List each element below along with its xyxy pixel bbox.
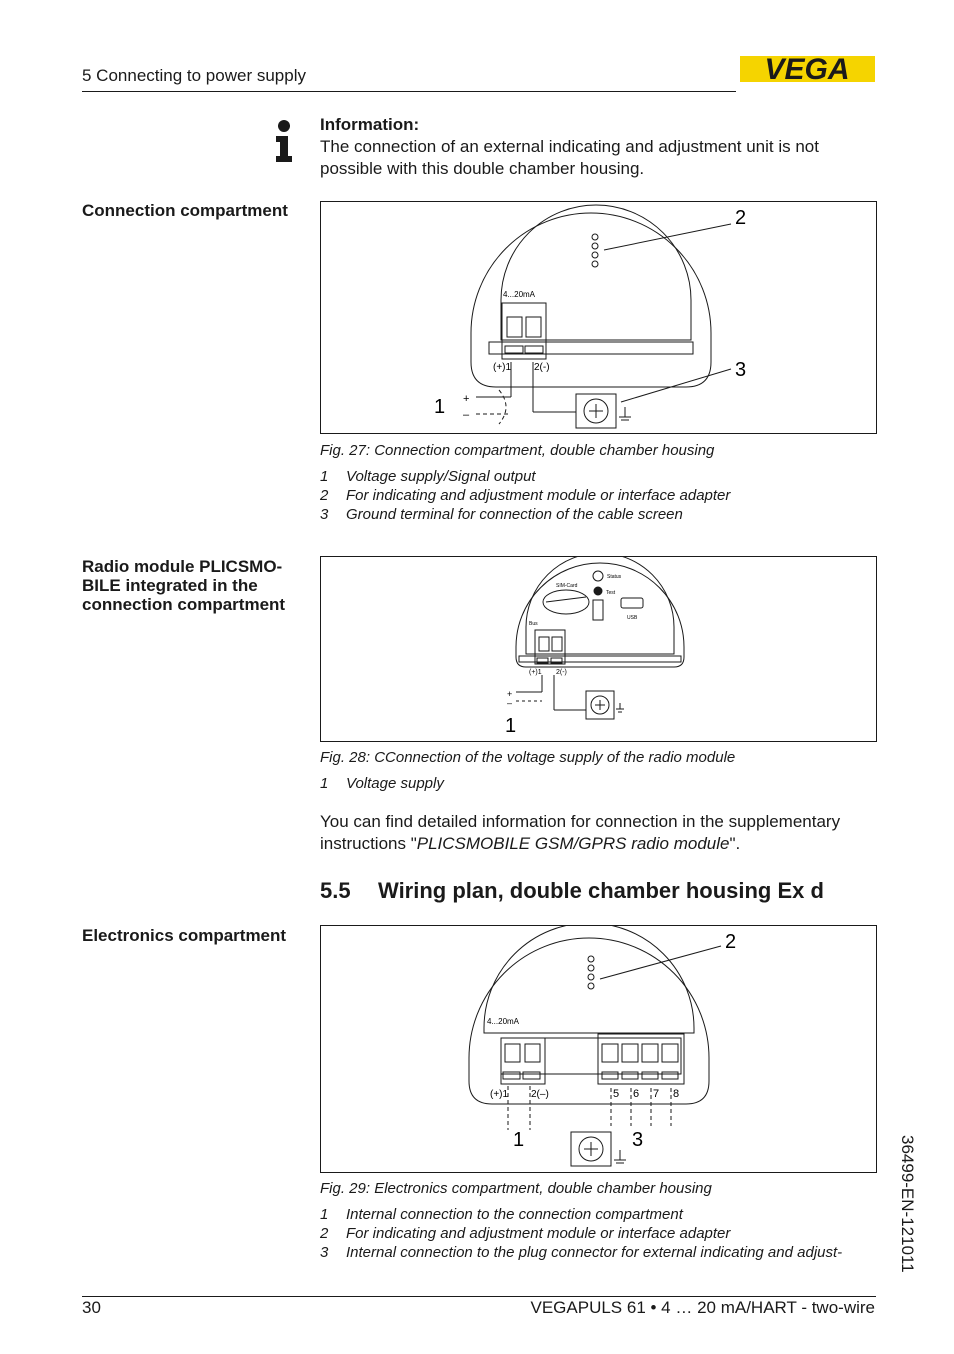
section-heading — [320, 878, 824, 904]
fig28-test: Test — [606, 590, 616, 596]
legend-item: 2 For indicating and adjustment module or interface adapter — [320, 487, 731, 504]
section-label-connection: Connection compartment — [82, 201, 288, 220]
fig28-callout-1: 1 — [505, 715, 517, 737]
figure-28 — [320, 556, 877, 742]
fig27-callout-2: 2 — [735, 207, 747, 229]
section-label-electronics: Electronics compartment — [82, 926, 287, 945]
fig29-term-5: 5 — [613, 1088, 620, 1100]
legend-item: 3 Ground terminal for connection of the cable screen — [320, 506, 683, 523]
body-paragraph: You can find detailed information for connection in the supplementary instructions "PLICSMOBILE GSM/GPRS radio module". — [320, 812, 841, 853]
fig28-plus: + — [507, 689, 513, 699]
paragraph-italic: PLICSMOBILE GSM/GPRS radio module — [416, 834, 730, 853]
info-icon — [273, 118, 295, 164]
legend-item: 2 For indicating and adjustment module or interface adapter — [320, 1225, 731, 1242]
running-header: 5 Connecting to power supply — [82, 66, 306, 85]
logo-text: VEGA — [764, 53, 850, 86]
fig28-status: Status — [607, 574, 622, 580]
fig29-term-7: 7 — [653, 1088, 660, 1100]
fig28-legend — [320, 775, 444, 794]
figure-29 — [320, 925, 877, 1173]
vega-logo — [740, 48, 875, 88]
fig29-callout-2: 2 — [725, 931, 737, 953]
figure-27 — [320, 201, 877, 434]
fig27-caption: Fig. 27: Connection compartment, double chamber housing — [320, 442, 715, 459]
fig28-sim: SIM-Card — [556, 583, 578, 589]
fig28-caption: Fig. 28: CConnection of the voltage supply of the radio module — [320, 749, 736, 766]
heading-number: 5.5 — [320, 878, 351, 903]
section-label-radio: Radio module PLICSMO-BILE integrated in the connection compartment — [82, 557, 286, 614]
fig27-term2: 2(-) — [534, 362, 550, 373]
fig27-callout-1: 1 — [434, 396, 446, 418]
fig27-callout-3: 3 — [735, 359, 747, 381]
footer-rule — [82, 1296, 876, 1297]
legend-item: 3 Internal connection to the plug connector for external indicating and adjust- — [320, 1244, 843, 1261]
page-number: 30 — [82, 1298, 101, 1317]
fig29-term2: 2(–) — [531, 1089, 549, 1100]
fig29-term1: (+)1 — [490, 1089, 509, 1100]
legend-item: 1 Internal connection to the connection compartment — [320, 1206, 683, 1223]
fig29-term-6: 6 — [633, 1088, 640, 1100]
fig29-callout-3: 3 — [632, 1129, 644, 1151]
fig28-minus: – — [507, 698, 513, 708]
fig29-callout-1: 1 — [513, 1129, 525, 1151]
fig29-term-8: 8 — [673, 1088, 680, 1100]
fig29-caption: Fig. 29: Electronics compartment, double chamber housing — [320, 1180, 712, 1197]
fig28-term2: 2(-) — [556, 669, 567, 676]
info-title: Information: — [320, 115, 420, 134]
fig29-ma-label: 4...20mA — [487, 1017, 520, 1026]
fig27-plus: + — [463, 393, 470, 405]
fig28-bus: Bus — [529, 621, 538, 627]
info-text: The connection of an external indicating and adjustment unit is not possible with this double chamber housing. — [320, 137, 819, 178]
fig27-legend — [320, 468, 730, 525]
fig28-term1: (+)1 — [529, 669, 542, 676]
legend-item: 1 Voltage supply/Signal output — [320, 468, 536, 485]
fig28-usb: USB — [627, 615, 638, 621]
heading-title: Wiring plan, double chamber housing Ex d — [378, 878, 824, 903]
legend-item: 1 Voltage supply — [320, 775, 444, 792]
fig27-term1: (+)1 — [493, 362, 512, 373]
fig27-minus: – — [463, 409, 470, 421]
fig29-legend — [320, 1206, 842, 1263]
fig27-ma-label: 4...20mA — [503, 290, 536, 299]
header-rule — [82, 91, 736, 92]
product-name: VEGAPULS 61 • 4 … 20 mA/HART - two-wire — [530, 1298, 875, 1317]
document-id: 36499-EN-121011 — [898, 1135, 917, 1273]
